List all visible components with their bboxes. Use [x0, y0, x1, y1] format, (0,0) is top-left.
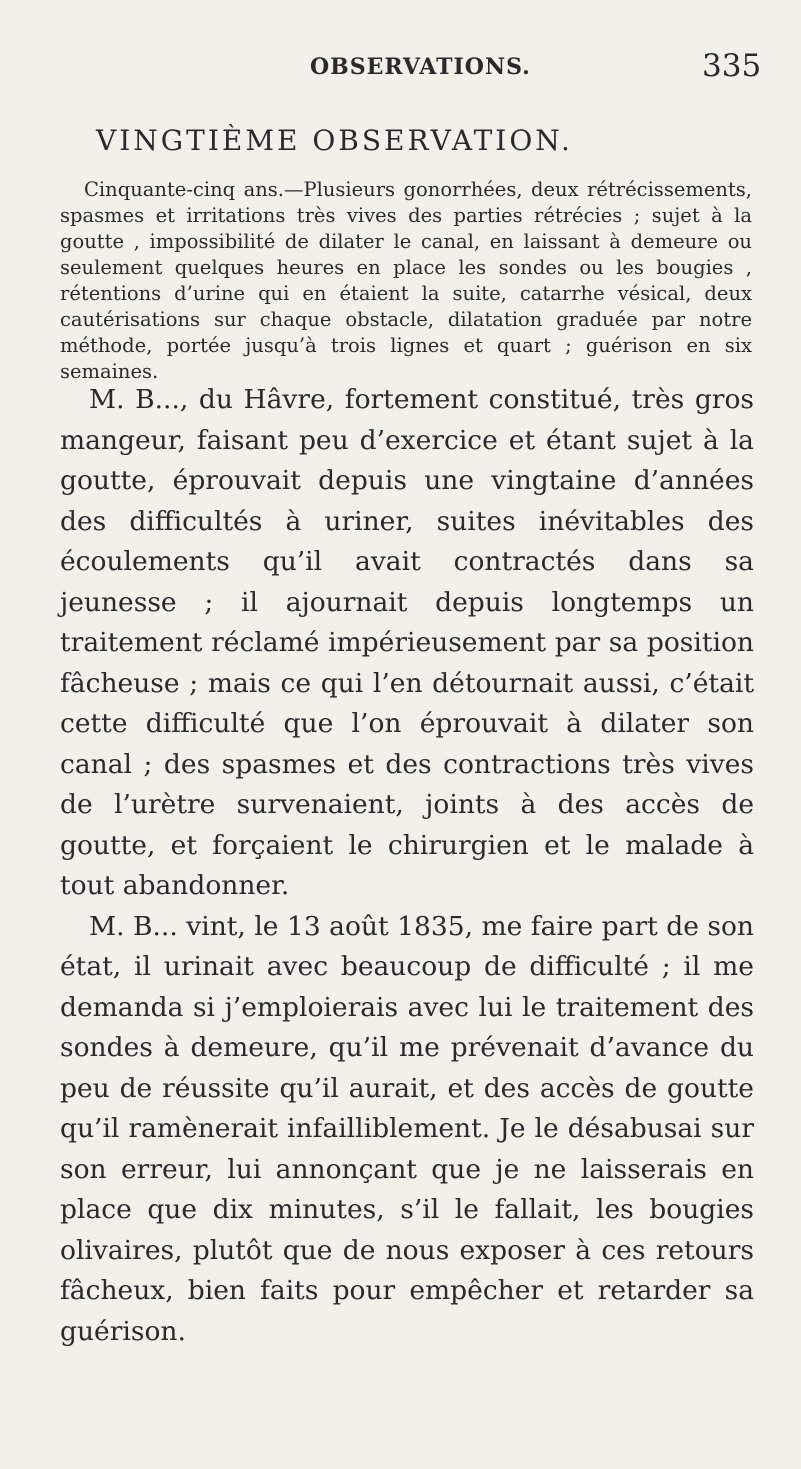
paragraph: M. B... vint, le 13 août 1835, me faire part de son état, il urinait avec beaucoup de difficulté ; il me demanda si j’emploierais avec lui le traitement des sondes à demeure, qu’il me prévenait d’avance du peu de réussite qu’il aurait, et des accès de goutte qu’il ramènerait infailliblement. Je le désabusai sur son erreur, lui annonçant que je ne laisserais en place que dix minutes, s’il le fallait, les bougies olivaires, plutôt que de nous exposer à ces retours fâcheux, bien faits pour empêcher et retarder sa guérison. [60, 910, 754, 1347]
section-title: VINGTIÈME OBSERVATION. [96, 124, 573, 157]
running-title: OBSERVATIONS. [310, 54, 531, 80]
body-text [60, 380, 754, 1352]
case-summary: Cinquante-cinq ans.—Plusieurs gonorrhées, deux rétrécissements, spasmes et irritations très vives des parties rétrécies ; sujet à la goutte , impossibilité de dilater le canal, en laissant à demeure ou seulement quelques heures en place les sondes ou les bougies , rétentions d’urine qui en étaient la suite, catarrhe vésical, deux cautérisations sur chaque obstacle, dilatation graduée par notre méthode, portée jusqu’à trois lignes et quart ; guérison en six semaines. [60, 178, 752, 383]
running-head [0, 44, 801, 84]
paragraph: M. B..., du Hâvre, fortement constitué, très gros mangeur, faisant peu d’exercice et étant sujet à la goutte, éprouvait depuis une vingtaine d’années des difficultés à uriner, suites inévitables des écoulements qu’il avait contractés dans sa jeunesse ; il ajournait depuis longtemps un traitement réclamé impérieusement par sa position fâcheuse ; mais ce qui l’en détournait aussi, c’était cette difficulté que l’on éprouvait à dilater son canal ; des spasmes et des contractions très vives de l’urètre survenaient, joints à des accès de goutte, et forçaient le chirurgien et le malade à tout abandonner. [60, 384, 754, 901]
page-number: 335 [702, 48, 762, 84]
